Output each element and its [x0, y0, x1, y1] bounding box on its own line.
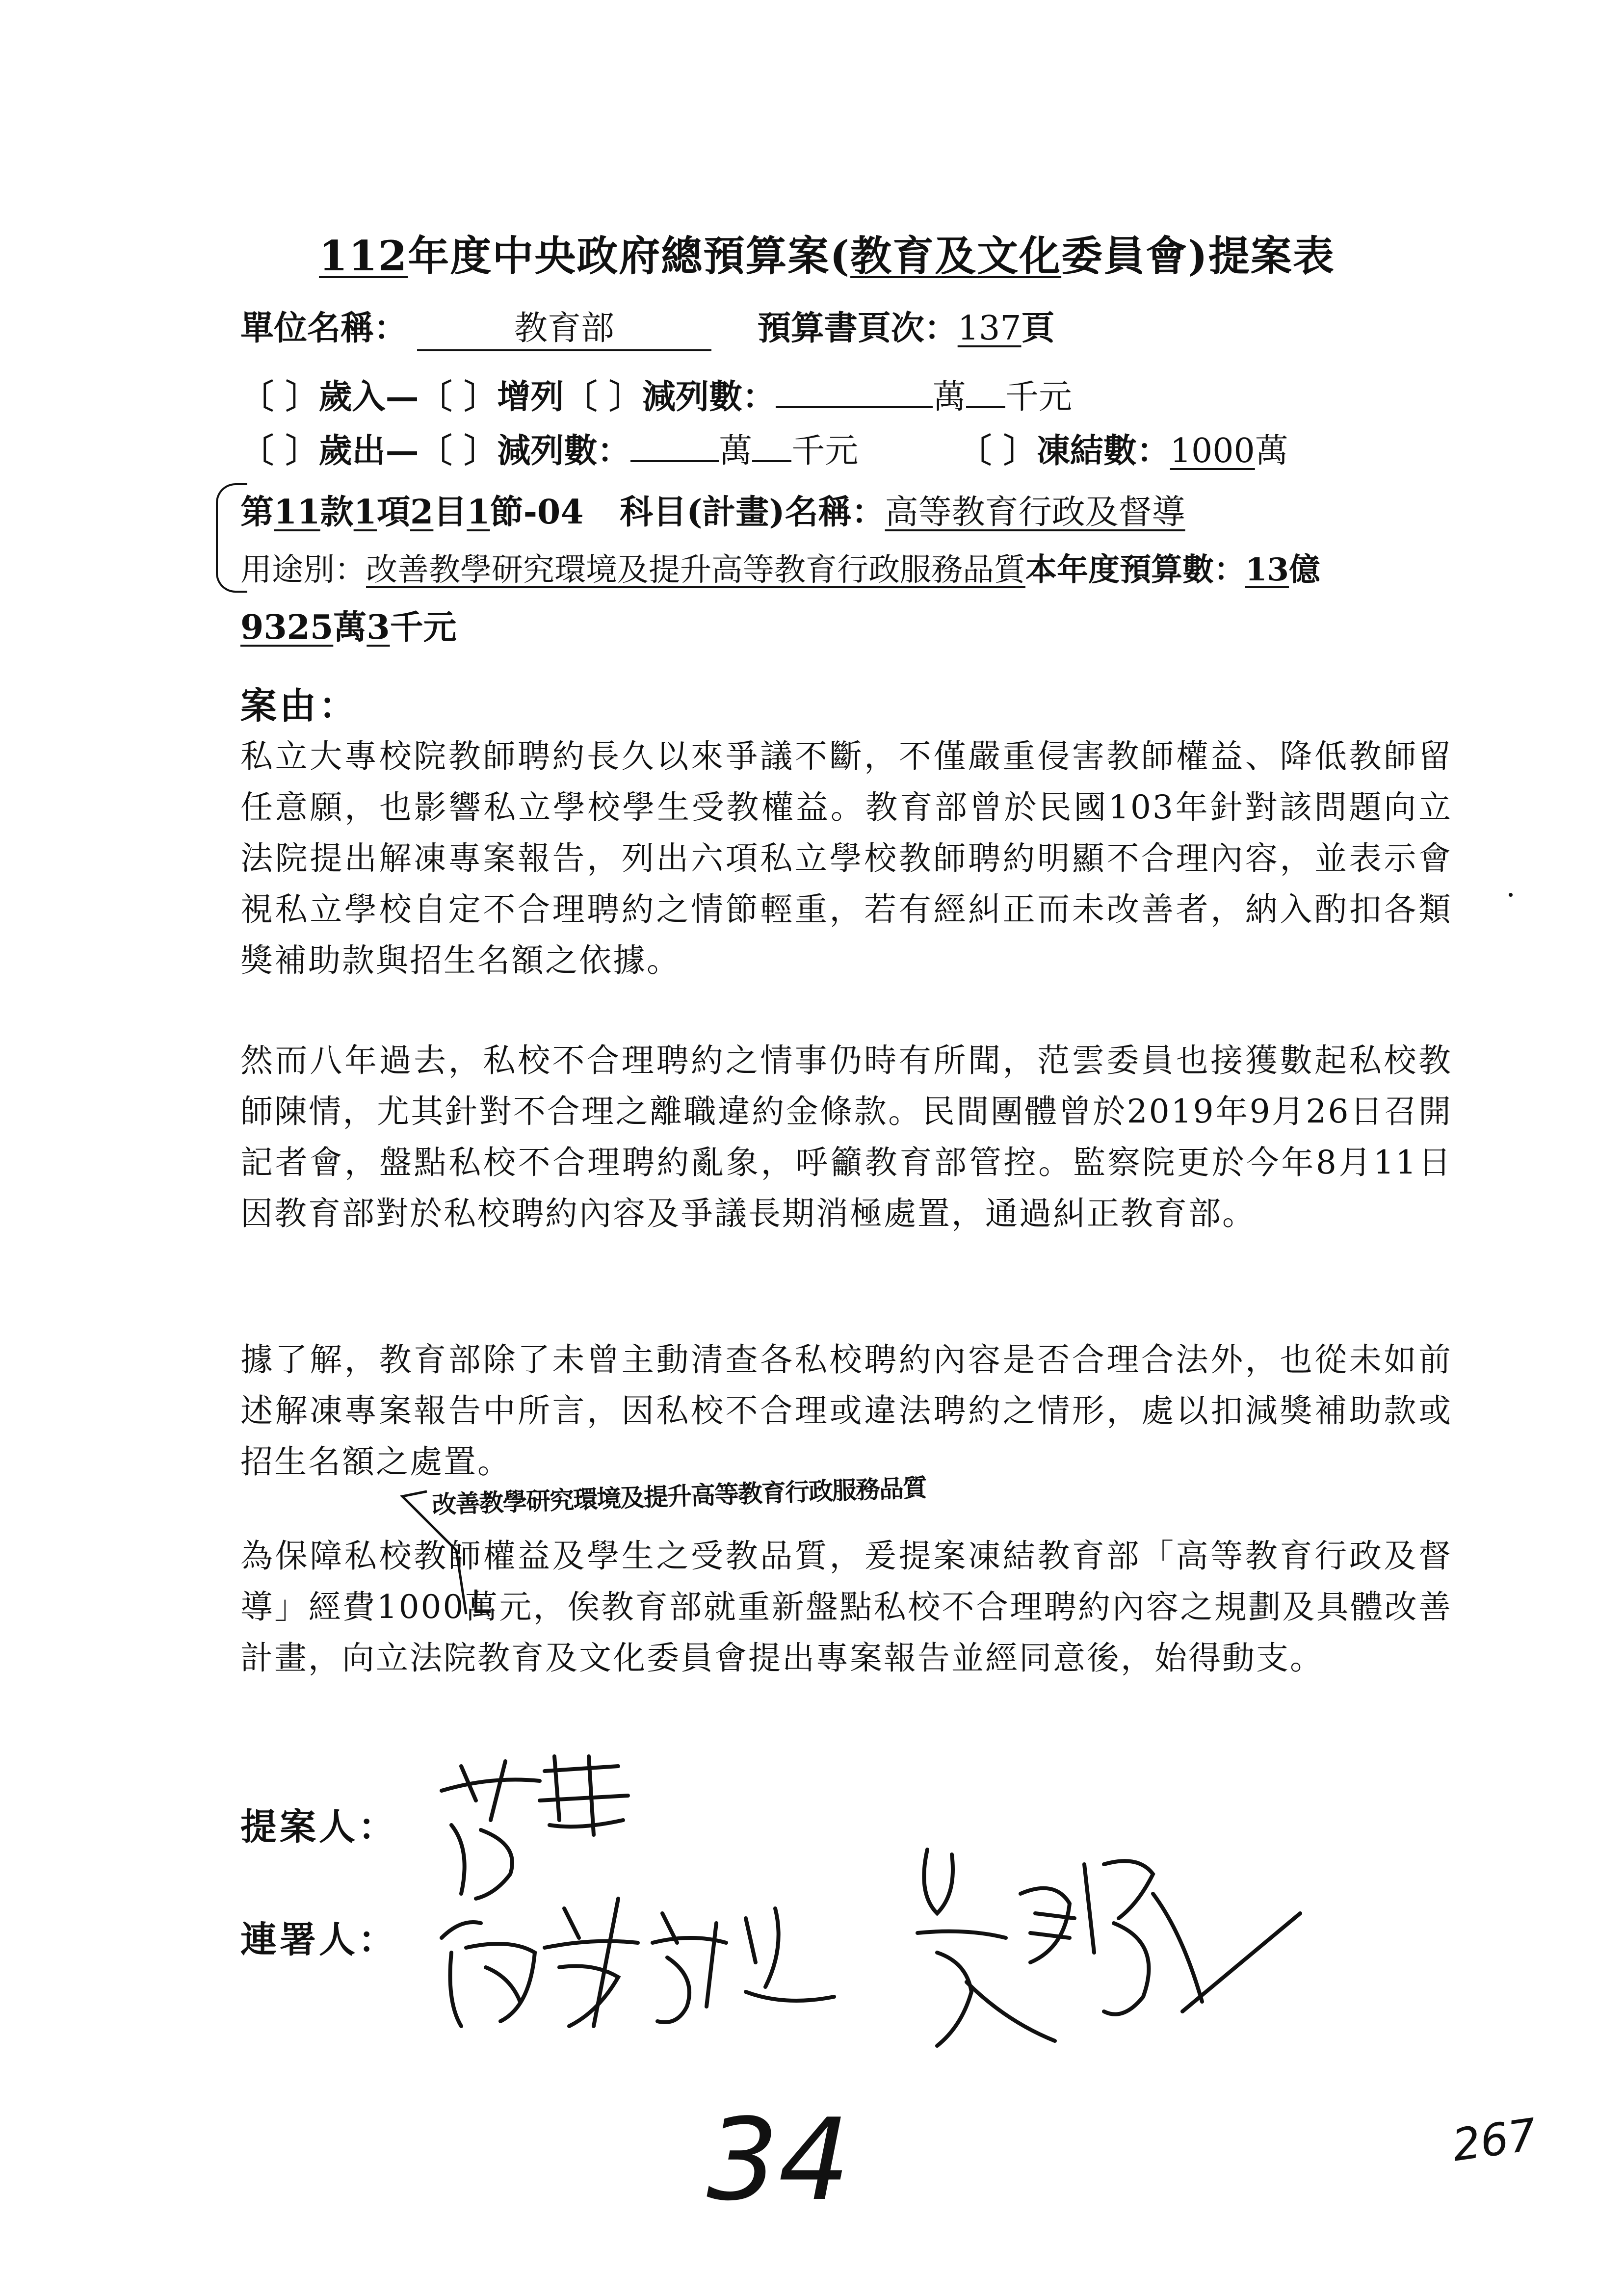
expense-text: 〔 〕歲出—〔 〕減列數： [240, 431, 631, 470]
budget-yi: 13 [1245, 551, 1289, 588]
revenue-text: 〔 〕歲入—〔 〕增列〔 〕減列數： [240, 377, 776, 417]
revenue-line [240, 370, 1072, 418]
cosigner-label: 連署人： [240, 1919, 397, 1961]
budget-wan-unit: 萬 [333, 608, 367, 647]
cosigner-signature-2-icon [908, 1835, 1325, 2080]
revenue-thousand-blank [966, 377, 1005, 408]
jie-value: 1 [467, 493, 490, 532]
subject-label: 科目(計畫)名稱： [620, 493, 885, 532]
reason-paragraph-4: 為保障私校教師權益及學生之受教品質，爰提案凍結教育部「高等教育行政及督導」經費1000萬元，俟教育部就重新盤點私校不合理聘約內容之規劃及具體改善計畫，向立法院教育及文化委員會提出專案報告並經同意後，始得動支。 [240, 1537, 1452, 1677]
revenue-wan-unit: 萬 [933, 378, 967, 417]
xiang-value: 1 [353, 493, 377, 532]
handwritten-insertion: 改善教學研究環境及提升高等教育行政服務品質 [431, 1473, 927, 1519]
handwritten-page-number: 34 [707, 2095, 850, 2226]
expense-wan-unit: 萬 [719, 432, 753, 470]
scan-speck [1509, 893, 1513, 897]
mu-unit: 目 [433, 493, 467, 532]
expense-thousand-blank [752, 431, 791, 462]
page-value: 137 [957, 309, 1022, 348]
budget-continued [240, 601, 457, 649]
expense-line [240, 424, 1288, 472]
item-line [240, 486, 1185, 533]
expense-thousand-unit: 千元 [791, 432, 859, 470]
unit-value: 教育部 [417, 302, 711, 351]
subject-value: 高等教育行政及督導 [885, 493, 1185, 532]
usage-line [240, 545, 1320, 590]
freeze-label: 〔 〕凍結數： [958, 431, 1170, 470]
reason-paragraph-1: 私立大專校院教師聘約長久以來爭議不斷，不僅嚴重侵害教師權益、降低教師留任意願，也影響私立學校學生受教權益。教育部曾於民國103年針對該問題向立法院提出解凍專案報告，列出六項私立學校教師聘約明顯不合理內容，並表示會視私立學校自定不合理聘約之情節輕重，若有經糾正而未改善者，納入酌扣各類獎補助款與招生名額之依據。 [240, 737, 1452, 979]
page-label: 預算書頁次： [757, 309, 958, 348]
budget-qian: 3 [367, 608, 390, 647]
expense-wan-blank [630, 431, 719, 462]
title-suffix: 委員會)提案表 [1061, 232, 1335, 280]
budget-qian-unit: 千元 [390, 608, 457, 647]
handwritten-corner-number: 267 [1449, 2109, 1540, 2172]
revenue-wan-blank [776, 377, 933, 408]
unit-line [240, 302, 1055, 351]
reason-heading: 案由： [240, 685, 358, 727]
xiang-unit: 項 [377, 493, 411, 532]
title-prefix: 年度中央政府總預算案( [408, 232, 851, 280]
reason-paragraph-3: 據了解，教育部除了未曾主動清查各私校聘約內容是否合理合法外，也從未如前述解凍專案報告中所言，因私校不合理或違法聘約之情形，處以扣減獎補助款或招生名額之處置。 [240, 1341, 1452, 1481]
budget-yi-unit: 億 [1289, 551, 1321, 588]
freeze-unit: 萬 [1255, 432, 1288, 470]
cosigner-signature-1-icon [432, 1879, 873, 2036]
mu-value: 2 [410, 493, 434, 532]
revenue-thousand-unit: 千元 [1005, 378, 1073, 417]
budget-label: 本年度預算數： [1025, 551, 1245, 588]
form-title [319, 223, 1335, 283]
usage-value: 改善教學研究環境及提升高等教育行政服務品質 [366, 552, 1025, 588]
unit-label: 單位名稱： [240, 309, 408, 348]
proposer-label: 提案人： [240, 1806, 397, 1848]
kuan-unit: 款 [320, 493, 354, 532]
freeze-value: 1000 [1170, 432, 1255, 470]
page-unit: 頁 [1021, 309, 1055, 348]
jie-unit: 節-04 [490, 493, 584, 532]
reason-paragraph-2: 然而八年過去，私校不合理聘約之情事仍時有所聞，范雲委員也接獲數起私校教師陳情，尤其針對不合理之離職違約金條款。民間團體曾於2019年9月26日召開記者會，盤點私校不合理聘約亂象，呼籲教育部管控。監察院更於今年8月11日因教育部對於私校聘約內容及爭議長期消極處置，通過糾正教育部。 [240, 1042, 1452, 1232]
title-committee: 教育及文化 [850, 232, 1062, 280]
usage-label: 用途別： [240, 552, 366, 588]
kuan-label: 第 [240, 493, 274, 532]
title-year: 112 [319, 232, 408, 280]
budget-wan: 9325 [240, 608, 334, 647]
kuan-value: 11 [274, 493, 320, 532]
insertion-caret-icon [393, 1487, 491, 1614]
